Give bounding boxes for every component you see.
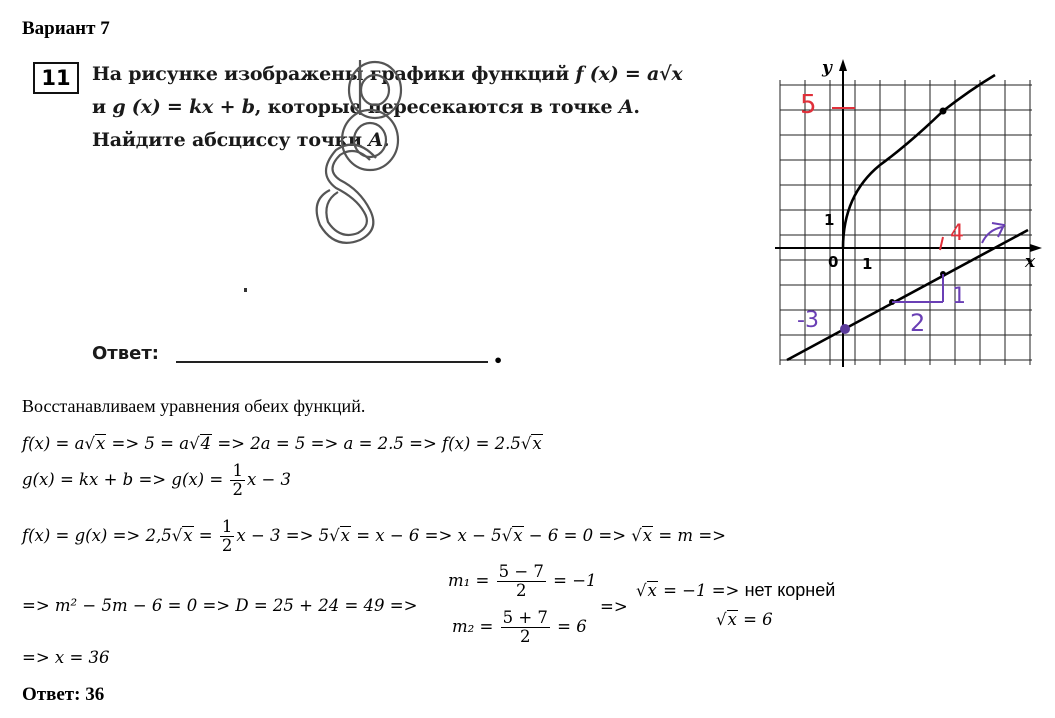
origin-label: 0 — [828, 253, 839, 271]
annot-four: 4 — [950, 221, 964, 246]
solution-intro: Восстанавливаем уравнения обеих функций. — [22, 396, 366, 416]
point-a: A — [618, 96, 634, 118]
stray-mark — [244, 288, 247, 292]
task-text-3: , которые пересекаются в точке — [254, 96, 619, 118]
task-text-4: . Найдите абсциссу точки — [92, 96, 640, 151]
point-a-2: A — [368, 129, 383, 151]
axis-x-label: x — [1025, 252, 1036, 272]
annot-five: 5 — [800, 90, 817, 120]
annot-one: 1 — [952, 284, 966, 309]
m2-line: m₂ = $\frac{5 + 7}{2}$ = 6 — [452, 608, 587, 646]
result-line-2: √x = 6 — [716, 610, 773, 629]
answer-line — [176, 361, 488, 363]
solution-line-2: g(x) = kx + b => g(x) = $\frac{1}{2}$ x − 3 — [22, 461, 292, 499]
f-curve — [843, 75, 995, 248]
red-annotations — [832, 108, 943, 250]
g-expression: g (x) = kx + b — [112, 96, 255, 118]
y-tick-one: 1 — [824, 211, 835, 229]
arrow-implies: => — [600, 597, 628, 616]
annot-two: 2 — [910, 309, 926, 337]
variant-title: Вариант 7 — [22, 18, 110, 39]
task-text-2: и — [92, 96, 113, 118]
solution-line-3: f(x) = g(x) => 2,5√x = $\frac{1}{2}$ x − 3 => 5√x = x − 6 => x − 5√x − 6 = 0 => √x = m => — [22, 517, 726, 555]
solution-line-1: f(x) = a√x => 5 = a√4 => 2a = 5 => a = 2.5 => f(x) = 2.5√x — [22, 434, 542, 453]
solution-line-5: => x = 36 — [22, 648, 110, 667]
watermark-logo — [300, 40, 420, 270]
task-number: 11 — [33, 62, 79, 94]
m1-line: m₁ = $\frac{5 - 7}{2}$ = −1 — [448, 562, 597, 600]
final-answer: Ответ: 36 — [22, 684, 105, 705]
annot-minus-three: -3 — [797, 308, 819, 333]
g-line — [787, 230, 1028, 360]
x-tick-one: 1 — [862, 255, 873, 273]
solution-line-4: => m² − 5m − 6 = 0 => D = 25 + 24 = 49 => — [22, 596, 418, 615]
answer-dot: • — [493, 351, 504, 370]
answer-label: Ответ: — [92, 343, 159, 364]
task-text-5: . — [382, 129, 390, 151]
axis-y-label: y — [822, 58, 832, 78]
function-graph — [770, 55, 1045, 375]
task-text-1: На рисунке изображены графики функций — [92, 63, 576, 85]
result-line-1: √x = −1 => нет корней — [636, 580, 836, 600]
f-expression: f (x) = a√x — [575, 63, 683, 85]
